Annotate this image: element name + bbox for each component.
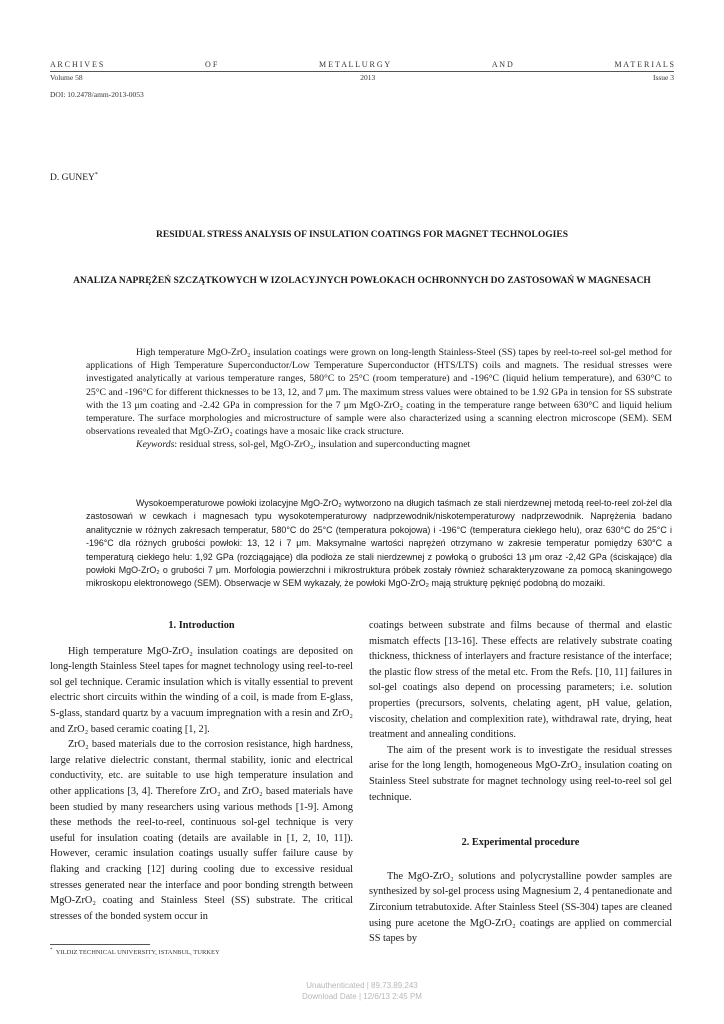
author bbox=[50, 172, 98, 183]
paragraph: coatings between substrate and films because of thermal and elastic mismatch effects [13-16]. These effects are relatively substrate coating thickness, thickness of interlayers and fracture resistance of the interface; the plastic flow stress of the metal etc. From the Refs. [10, 11] failures in sol-gel coatings also depend on processing parameters; i.e. solution properties (precursors, solvents, chelating agent, pH value, gelation, viscosity, chelation and complexition rate), withdrawal rate, drying, heat treatment and annealing conditions. bbox=[369, 620, 672, 741]
footnote bbox=[50, 948, 220, 956]
keywords bbox=[86, 438, 672, 451]
abstract-polish-text: Wysokoemperaturowe powłoki izolacyjne MgO-ZrO₂ wytworzono na długich taśmach ze stali nierdzewnej metodą reel-to-reel zol-żel dla zastosowań w cewkach i magnesach typu wysokotemperaturowy nadprzewodnik/niskotemperaturowy nadprzewodnik. Naprężenia badano analitycznie w różnych zakresach temperatur, 580°C do 25°C (temperatura pokojowa) i -196°C (temperatura ciekłego helu), oraz 630°C do 25°C i -196°C dla różnych grubości powłoki: 13, 12 i 7 μm. Maksymalne wartości naprężeń otrzymano w zakresie temperatur pomiędzy 630°C a temperaturą ciekłego helu: 1,92 GPa (rozciągające) dla podłoża ze stali nierdzewnej z powłoką o grubości 13 μm oraz -2,42 GPa (ściskające) dla powłoki MgO-ZrO₂ o grubości 7 μm. Morfologia powierzchni i mikrostruktura próbek zostały również scharakteryzowane za pomocą skaningowego mikroskopu elektronowego (SEM). Obserwacje w SEM wykazały, że powłoki MgO-ZrO₂ mają strukturę pęknięć podobną do mozaiki. bbox=[86, 498, 672, 589]
header-rule bbox=[50, 71, 674, 72]
left-column bbox=[50, 618, 353, 924]
section-heading: 1. Introduction bbox=[168, 620, 235, 631]
keywords-text: : residual stress, sol-gel, MgO-ZrO₂, insulation and superconducting magnet bbox=[174, 439, 471, 451]
journal-word: M A T E R I A L S bbox=[614, 60, 674, 69]
title-english: RESIDUAL STRESS ANALYSIS OF INSULATION COATINGS FOR MAGNET TECHNOLOGIES bbox=[156, 230, 568, 240]
section-heading: 2. Experimental procedure bbox=[461, 837, 580, 849]
abstract-polish bbox=[86, 497, 672, 591]
paragraph: The MgO-ZrO₂ solutions and polycrystalline powder samples are synthesized by sol-gel process using Magnesium 2, 4 pentanedionate and Zirconium tetrabutoxide. After Stainless Steel (SS-304) tapes are cleaned using pure acetone the MgO-ZrO₂ coatings are applied on commercial SS tapes by bbox=[369, 870, 672, 945]
volume: Volume 58 bbox=[50, 73, 83, 82]
journal-word: A N D bbox=[491, 60, 513, 69]
year: 2013 bbox=[360, 73, 376, 82]
abstract-english-text: High temperature MgO-ZrO₂ insulation coatings were grown on long-length Stainless-Steel (SS) tapes by reel-to-reel sol-gel method for applications of High Temperature Superconductor/Low Temperature Superconductor (HTS/LTS) coils and magnets. The residual stresses were investigated analytically at various temperature ranges, 580°C to 25°C (room temperature) and -196°C (liquid helium temperature), and 630°C to 25°C and -196°C for different thicknesses to be 13, 12, and 7 μm. The maximum stress values were obtained to be 1.92 GPa in tension for SS substrate with the 13 μm coating and -2.42 GPa in compression for the 7 μm MgO-ZrO₂ coating in the temperature range between 630°C and liquid helium temperature. The surface morphologies and microstructure of sample were also characterized using a scanning electron microscope (SEM). SEM observations revealed that MgO-ZrO₂ coatings have a mosaic like crack structure. bbox=[86, 347, 672, 438]
footnote-mark: * bbox=[50, 948, 53, 953]
download-stamp bbox=[0, 980, 724, 1002]
issue: Issue 3 bbox=[652, 73, 674, 82]
download-line-2: Download Date | 12/6/13 2:45 PM bbox=[302, 992, 422, 1001]
paragraph: The aim of the present work is to investigate the residual stresses arise for the long length, homogeneous MgO-ZrO₂ insulation coating on Stainless Steel substrate for magnet technology using reel-to-reel sol gel technique. bbox=[369, 744, 672, 803]
download-line-1: Unauthenticated | 89.73.89.243 bbox=[306, 981, 418, 990]
author-mark: * bbox=[94, 172, 98, 178]
right-column bbox=[369, 618, 672, 947]
doi: DOI: 10.2478/amm-2013-0053 bbox=[50, 90, 144, 99]
author-name: D. GUNEY bbox=[50, 173, 95, 184]
footnote-rule bbox=[50, 944, 150, 945]
journal-word: A R C H I V E S bbox=[50, 60, 104, 69]
paragraph: ZrO₂ based materials due to the corrosion resistance, high hardness, large relative dielectric constant, thermal stability, ionic and electrical conductivity, etc. are suitable to use high temperature insulation and other applications [3, 4]. Therefore ZrO₂ and ZrO₂ based materials have been studied by many researchers using various methods [1-9]. Among these methods the reel-to-reel, continuous sol-gel technique is very useful for insulation coating (details are available in [1, 2, 10, 11]). However, ceramic insulation coatings usually suffer failure cause by flaking and cracking [12] during cooling due to excessive residual stresses generated near the interface and poor bonding strength between MgO-ZrO₂ coating and Stainless Steel (SS) substrate. The critical stresses of the bonded system occur in bbox=[50, 739, 353, 922]
abstract-english bbox=[86, 346, 672, 452]
title-polish: ANALIZA NAPRĘŻEŃ SZCZĄTKOWYCH W IZOLACYJNYCH POWŁOKACH OCHRONNYCH DO ZASTOSOWAŃ W MAGNESACH bbox=[73, 276, 651, 286]
footnote-text: YILDIZ TECHNICAL UNIVERSITY, ISTANBUL, TURKEY bbox=[55, 949, 220, 957]
volume-row bbox=[50, 73, 674, 82]
journal-name bbox=[50, 60, 674, 69]
journal-word: O F bbox=[205, 60, 218, 69]
keywords-label: Keywords bbox=[136, 439, 175, 451]
journal-word: M E T A L L U R G Y bbox=[319, 60, 391, 69]
paragraph: High temperature MgO-ZrO₂ insulation coatings are deposited on long-length Stainless Steel tapes for magnet technology using reel-to-reel sol gel technique. Ceramic insulation which is vitally essential to prevent electric short circuits within the winding of a coil, is made from E-glass, S-glass, standard quartz by a vacuum impregnation with a resin and ZrO₂ and ZrO₂ based ceramic coating [1, 2]. bbox=[50, 645, 353, 735]
